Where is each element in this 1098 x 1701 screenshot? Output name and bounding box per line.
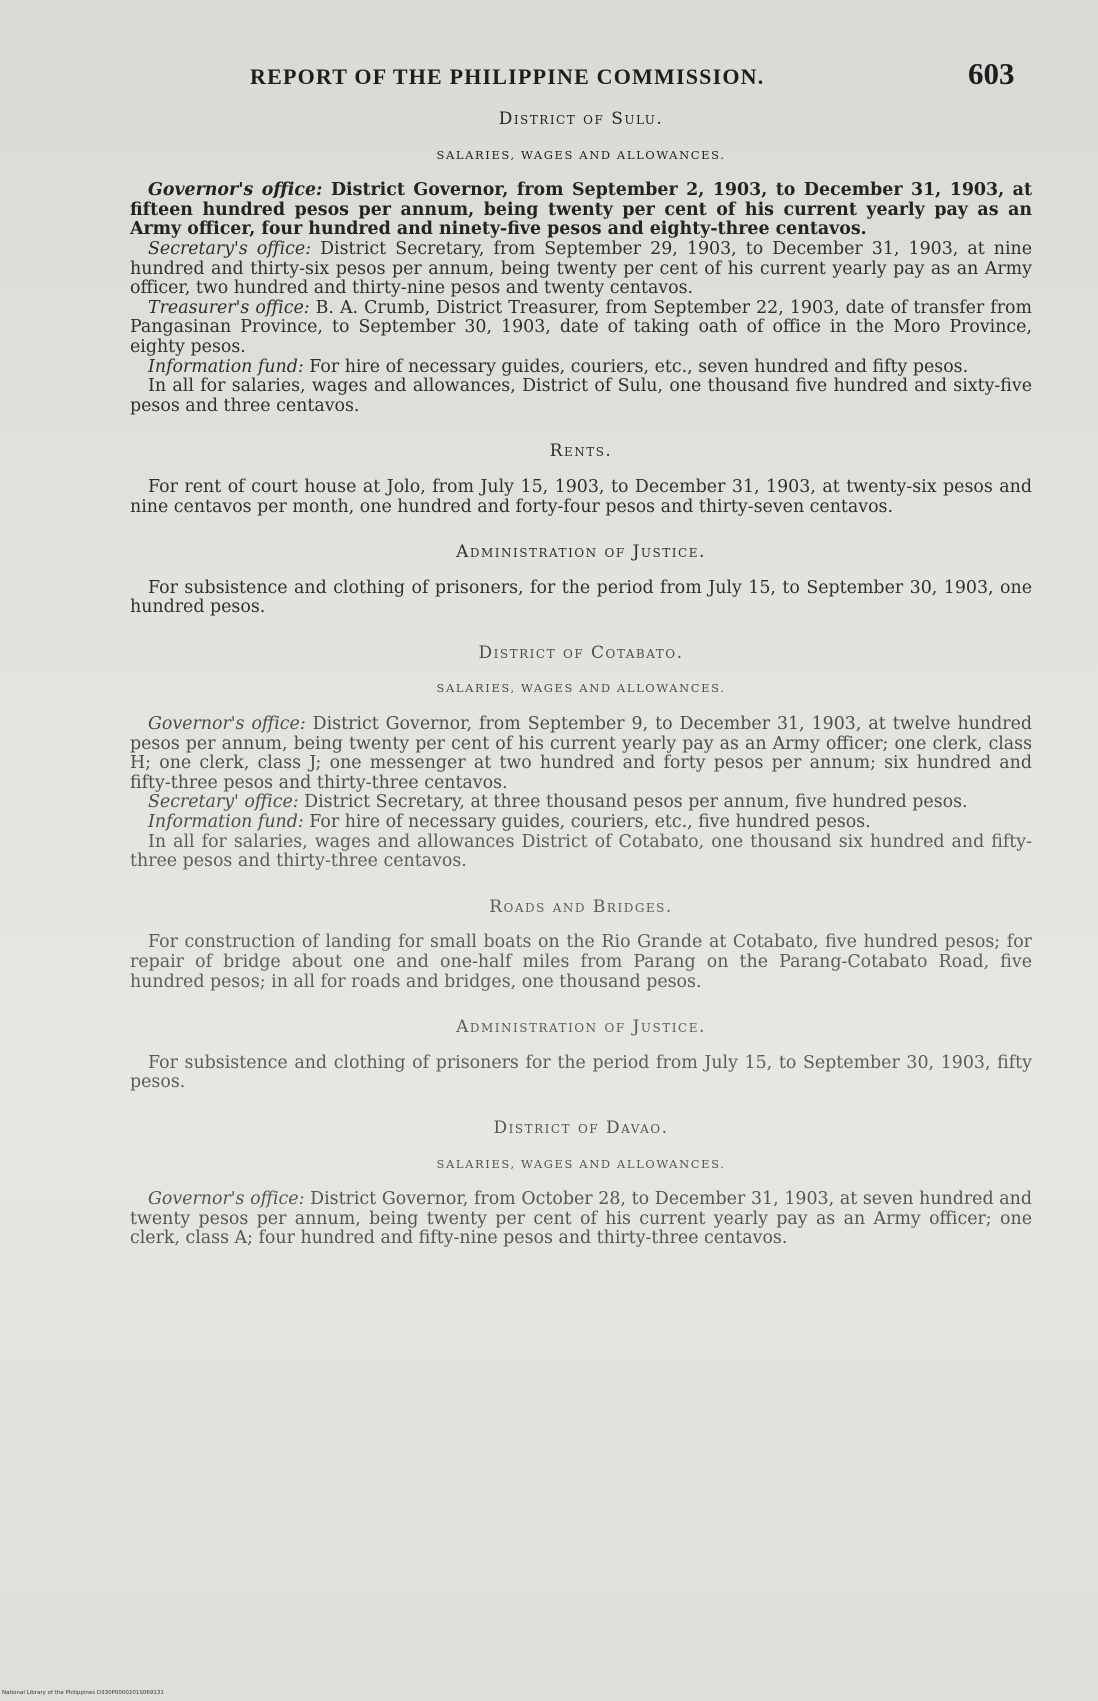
text-cotabato-governor: District Governor, from September 9, to December 31, 1903, at twelve hundred pesos per annum, being twenty per cent of his current yearly pay as an Army officer; one clerk, class H; one clerk, class J; one messenger at two hundred and forty pesos per annum; six hundred and fifty-three pesos and thirty-three centavos. (130, 714, 1032, 793)
section-cotabato (130, 644, 1032, 1119)
section-sulu (130, 110, 1032, 644)
heading-district-cotabato: District of Cotabato. (478, 642, 684, 663)
para-cotabato-total: In all for salaries, wages and allowances District of Cotabato, one thousand six hundred and fifty-three pesos and thirty-three centavos. (130, 831, 1032, 872)
para-cotabato-justice: For subsistence and clothing of prisoners for the period from July 15, to September 30, 1903, fifty pesos. (130, 1052, 1032, 1093)
text-davao-governor: District Governor, from October 28, to December 31, 1903, at seven hundred and twenty pesos per annum, being twenty per cent of his current yearly pay as an Army officer; one clerk, class A; four hundred and fifty-nine pesos and thirty-three centavos. (130, 1189, 1032, 1249)
scan-footer: National Library of the Philippines D330P0000201S069131 (2, 1690, 164, 1696)
para-davao-governor (130, 1190, 1032, 1249)
text-cotabato-information: For hire of necessary guides, couriers, etc., five hundred pesos. (303, 812, 871, 833)
heading-davao-salaries: SALARIES, WAGES AND ALLOWANCES. (436, 1156, 726, 1171)
para-sulu-governor (130, 181, 1032, 240)
text-sulu-treasurer: B. A. Crumb, District Treasurer, from September 22, 1903, date of transfer from Pangasinan Province, to September 30, 1903, date of taking oath of office in the Moro Province, eighty pesos. (130, 297, 1032, 357)
para-cotabato-governor (130, 715, 1032, 793)
label-sulu-secretary: Secretary's office: (148, 238, 312, 259)
text-sulu-governor: District Governor, from September 2, 1903, to December 31, 1903, at fifteen hundred pesos per annum, being twenty per cent of his current yearly pay as an Army officer, four hundred and ninety-five pesos and eighty-three centavos. (130, 180, 1032, 240)
heading-sulu-rents: Rents. (549, 441, 613, 462)
running-head (0, 56, 1098, 96)
para-cotabato-roads: For construction of landing for small boats on the Rio Grande at Cotabato, five hundred pesos; for repair of bridge about one and one-half miles from Parang on the Parang-Cotabato Road, five hundred pesos; in all for roads and bridges, one thousand pesos. (130, 932, 1032, 992)
section-davao (130, 1119, 1032, 1249)
heading-sulu-justice: Administration of Justice. (456, 542, 706, 563)
page-number: 603 (968, 56, 1015, 91)
para-sulu-justice: For subsistence and clothing of prisoners, for the period from July 15, to September 30, 1903, one hundred pesos. (130, 577, 1032, 618)
heading-sulu-salaries: SALARIES, WAGES AND ALLOWANCES. (436, 147, 726, 162)
para-sulu-treasurer (130, 299, 1032, 358)
page-body (130, 110, 1032, 1249)
label-cotabato-governor: Governor's office: (148, 714, 306, 735)
heading-district-davao: District of Davao. (493, 1117, 669, 1138)
heading-cotabato-justice: Administration of Justice. (456, 1017, 706, 1038)
para-cotabato-secretary (130, 793, 1032, 813)
para-cotabato-information (130, 813, 1032, 833)
running-head-title: REPORT OF THE PHILIPPINE COMMISSION. (250, 64, 765, 89)
label-cotabato-information: Information fund: (148, 812, 304, 833)
text-sulu-information: For hire of necessary guides, couriers, etc., seven hundred and fifty pesos. (303, 356, 969, 377)
heading-cotabato-salaries: SALARIES, WAGES AND ALLOWANCES. (436, 681, 726, 696)
label-sulu-treasurer: Treasurer's office: (148, 297, 310, 318)
para-sulu-total: In all for salaries, wages and allowances, District of Sulu, one thousand five hundred and sixty-five pesos and three centavos. (130, 376, 1032, 416)
text-cotabato-secretary: District Secretary, at three thousand pesos per annum, five hundred pesos. (298, 792, 968, 813)
para-sulu-rents: For rent of court house at Jolo, from July 15, 1903, to December 31, 1903, at twenty-six pesos and nine centavos per month, one hundred and forty-four pesos and thirty-seven centavos. (130, 476, 1032, 517)
text-sulu-secretary: District Secretary, from September 29, 1903, to December 31, 1903, at nine hundred and thirty-six pesos per annum, being twenty per cent of his current yearly pay as an Army officer, two hundred and thirty-nine pesos and twenty centavos. (130, 238, 1033, 299)
label-sulu-governor: Governor's office: (148, 180, 323, 201)
para-sulu-information (130, 358, 1032, 378)
label-davao-governor: Governor's office: (148, 1189, 305, 1210)
label-cotabato-secretary: Secretary' office: (148, 792, 299, 813)
heading-cotabato-roads: Roads and Bridges. (489, 896, 673, 917)
heading-district-sulu: District of Sulu. (498, 109, 664, 129)
label-sulu-information: Information fund: (148, 356, 304, 377)
para-sulu-secretary (130, 240, 1032, 299)
